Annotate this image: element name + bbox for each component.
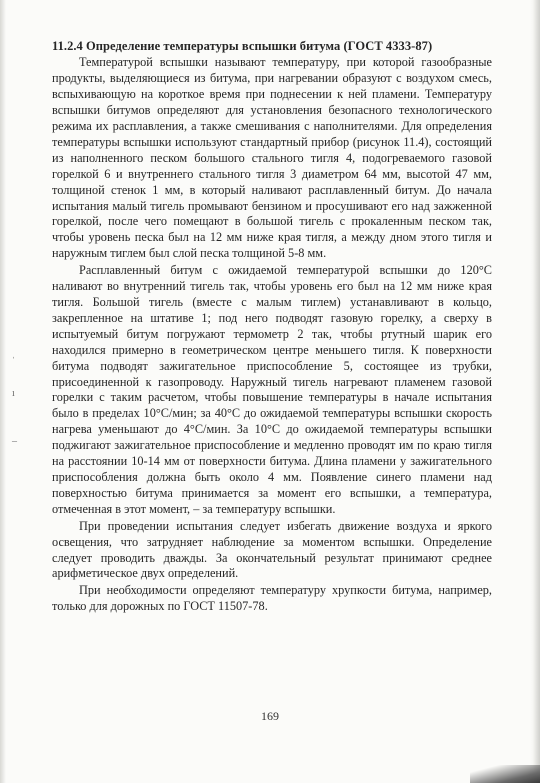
page-number: 169: [261, 709, 279, 723]
margin-speck: ˌ: [12, 348, 16, 359]
paragraph-1: Температурой вспышки называют температуру, при которой газообразные продукты, выделяющиеся из битума, при нагревании образуют с воздухом смесь, вспыхивающую на короткое время при поднесении к ней пламени. Температуру вспышки битумов определяют для установления безопасного технологического режима их расплавления, а также смешивания с наполнителями. Для определения температуры вспышки используют стандартный прибор (рисунок 11.4), состоящий из наполненного песком большого стального тигля 4, подогреваемого газовой горелкой 6 и внутреннего стального тигля 3 диаметром 64 мм, высотой 47 мм, толщиной стенок 1 мм, в который наливают расплавленный битум. До начала испытания малый тигель промывают бензином и просушивают его над зажженной горелкой, после чего помещают в большой тигель с прокаленным песком так, чтобы уровень песка был на 12 мм ниже края тигля, а между дном этого тигля и наружным тиглем был слой песка толщиной 5-8 мм.: [52, 55, 492, 261]
margin-speck: –: [12, 436, 17, 447]
scan-edge-left: [0, 0, 6, 783]
paragraph-2: Расплавленный битум с ожидаемой температурой вспышки до 120°С наливают во внутренний тигель так, чтобы уровень его был на 12 мм ниже края тигля. Большой тигель (вместе с малым тиглем) устанавливают в кольцо, закрепленное на штативе 1; под него подводят газовую горелку, а сверху в испытуемый битум погружают термометр 2 так, чтобы ртутный шарик его находился примерно в геометрическом центре меньшего тигля. К поверхности битума подводят зажигательное приспособление 5, состоящее из трубки, присоединенной к газопроводу. Наружный тигель нагревают пламенем газовой горелки с таким расчетом, чтобы повышение температуры в начале испытания было в пределах 10°С/мин; за 40°С до ожидаемой температуры вспышки скорость нагрева уменьшают до 4°С/мин. За 10°С до ожидаемой температуры вспышки поджигают зажигательное приспособление и медленно проводят им по краю тигля на расстоянии 10-14 мм от поверхности битума. Длина пламени у зажигательного приспособления должна быть около 4 мм. Появление синего пламени над поверхностью битума принимается за момент его вспышки, а температура, отмеченная в этот момент, – за температуру вспышки.: [52, 263, 492, 516]
paragraph-3: При проведении испытания следует избегать движение воздуха и яркого освещения, что затрудняет наблюдение за моментом вспышки. Определение следует проводить дважды. За окончательный результат принимают среднее арифметическое двух определений.: [52, 518, 492, 581]
scan-corner-shadow: [470, 765, 540, 783]
margin-speck: ı: [12, 388, 15, 399]
section-title: 11.2.4 Определение температуры вспышки битума (ГОСТ 4333-87): [52, 39, 433, 53]
page-content: [52, 38, 492, 615]
paragraph-4: При необходимости определяют температуру хрупкости битума, например, только для дорожных по ГОСТ 11507-78.: [52, 583, 492, 614]
scan-edge-right: [530, 0, 540, 783]
